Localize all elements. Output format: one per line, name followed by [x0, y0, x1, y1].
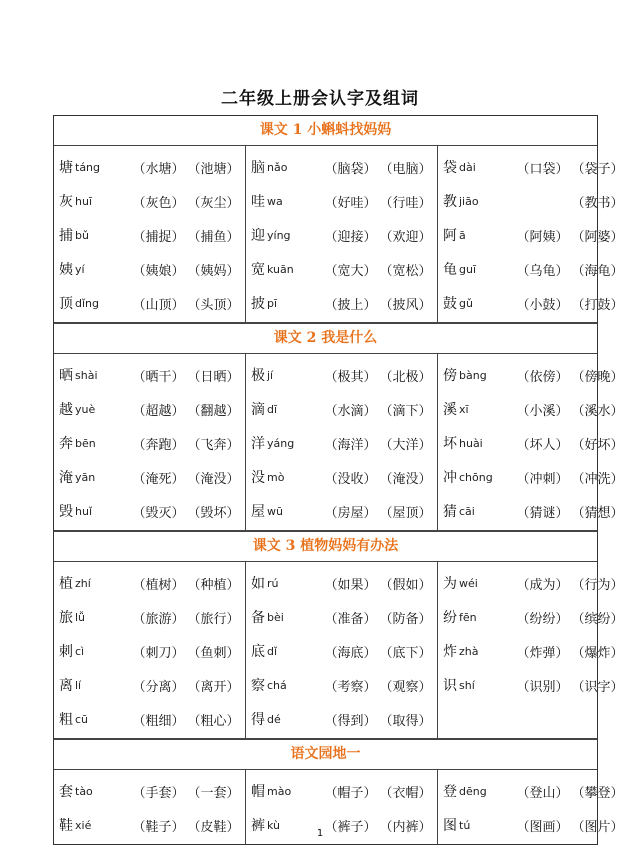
character: 识: [443, 678, 457, 694]
word-2: （一套）: [187, 785, 240, 801]
word-entry: [443, 668, 625, 702]
word-2: （旅行）: [187, 611, 240, 627]
word-entry: [59, 252, 241, 286]
pinyin: bǔ: [75, 228, 89, 242]
word-1: （海底）: [324, 645, 377, 661]
word-column: [54, 562, 245, 738]
word-entry: [251, 392, 433, 426]
word-entry: [251, 286, 433, 320]
word-entry: [251, 494, 433, 528]
character: 鞋: [59, 818, 73, 834]
word-column: [437, 354, 629, 530]
character: 顶: [59, 296, 73, 312]
pinyin: wū: [267, 504, 283, 518]
word-2: （北极）: [379, 369, 432, 385]
word-entry: [251, 218, 433, 252]
word-1: （房屋）: [324, 505, 377, 521]
word-entry: [443, 150, 625, 184]
character: 如: [251, 576, 265, 592]
word-entry: [443, 392, 625, 426]
word-entry: [443, 218, 625, 252]
word-1: （纷纷）: [516, 611, 569, 627]
word-entry: [59, 460, 241, 494]
word-1: （植树）: [132, 577, 185, 593]
character: 披: [251, 296, 265, 312]
word-2: （教书）: [571, 195, 624, 211]
word-2: （行为）: [571, 577, 624, 593]
word-2: （内裤）: [379, 819, 432, 835]
word-column: [54, 146, 245, 322]
word-1: （依傍）: [516, 369, 569, 385]
word-column: [437, 562, 629, 738]
pinyin: lǚ: [75, 610, 86, 624]
character: 刺: [59, 644, 73, 660]
pinyin: wa: [267, 194, 283, 208]
pinyin: gǔ: [459, 296, 473, 310]
word-1: （奔跑）: [132, 437, 185, 453]
character: 教: [443, 194, 457, 210]
word-1: （鞋子）: [132, 819, 185, 835]
word-entry: [59, 702, 241, 736]
pinyin: bàng: [459, 368, 487, 382]
word-2: （电脑）: [379, 161, 432, 177]
pinyin: chá: [267, 678, 287, 692]
character: 套: [59, 784, 73, 800]
word-2: （日晒）: [187, 369, 240, 385]
word-1: （灰色）: [132, 195, 185, 211]
word-1: （小溪）: [516, 403, 569, 419]
pinyin: xī: [459, 402, 469, 416]
pinyin: huài: [459, 436, 483, 450]
word-2: （离开）: [187, 679, 240, 695]
lesson-columns: [54, 562, 624, 739]
word-entry: [59, 774, 241, 808]
pinyin: huǐ: [75, 504, 92, 518]
lesson-section: [54, 324, 624, 532]
lesson-section: [54, 116, 624, 324]
word-entry: [443, 494, 625, 528]
lesson-heading: 课文 2 我是什么: [54, 324, 597, 354]
word-2: （攀登）: [571, 785, 624, 801]
pinyin: pī: [267, 296, 278, 310]
character: 粗: [59, 712, 73, 728]
word-2: （屋顶）: [379, 505, 432, 521]
word-1: （阿姨）: [516, 229, 569, 245]
pinyin: yuè: [75, 402, 96, 416]
word-2: （猜想）: [571, 505, 624, 521]
pinyin: tú: [459, 818, 471, 832]
word-2: （头顶）: [187, 297, 240, 313]
pinyin: cì: [75, 644, 85, 658]
character: 离: [59, 678, 73, 694]
pinyin: yí: [75, 262, 85, 276]
word-entry: [59, 184, 241, 218]
pinyin: yíng: [267, 228, 291, 242]
character: 傍: [443, 368, 457, 384]
word-2: （冲洗）: [571, 471, 624, 487]
pinyin: dī: [267, 402, 278, 416]
word-1: （小鼓）: [516, 297, 569, 313]
character: 旅: [59, 610, 73, 626]
word-entry: [443, 184, 625, 218]
word-2: （捕鱼）: [187, 229, 240, 245]
word-1: （坏人）: [516, 437, 569, 453]
word-2: （种植）: [187, 577, 240, 593]
word-1: （成为）: [516, 577, 569, 593]
word-2: （淹没）: [187, 471, 240, 487]
character: 没: [251, 470, 265, 486]
pinyin: tào: [75, 784, 93, 798]
word-entry: [443, 358, 625, 392]
word-entry: [251, 184, 433, 218]
word-2: （毁坏）: [187, 505, 240, 521]
word-2: （欢迎）: [379, 229, 432, 245]
character: 淹: [59, 470, 73, 486]
pinyin: jí: [267, 368, 274, 382]
character: 姨: [59, 262, 73, 278]
pinyin: chōng: [459, 470, 493, 484]
word-column: [437, 146, 629, 322]
word-entry: [59, 668, 241, 702]
character: 极: [251, 368, 265, 384]
word-1: （登山）: [516, 785, 569, 801]
pinyin: wéi: [459, 576, 478, 590]
word-entry: [59, 358, 241, 392]
word-2: （姨妈）: [187, 263, 240, 279]
word-entry: [251, 358, 433, 392]
character: 为: [443, 576, 457, 592]
pinyin: bèi: [267, 610, 284, 624]
pinyin: shài: [75, 368, 98, 382]
pinyin: yān: [75, 470, 96, 484]
character: 捕: [59, 228, 73, 244]
character: 迎: [251, 228, 265, 244]
character: 溪: [443, 402, 457, 418]
word-1: （极其）: [324, 369, 377, 385]
word-1: （好哇）: [324, 195, 377, 211]
word-1: （乌龟）: [516, 263, 569, 279]
word-2: （大洋）: [379, 437, 432, 453]
pinyin: kù: [267, 818, 281, 832]
word-1: （水塘）: [132, 161, 185, 177]
character: 裤: [251, 818, 265, 834]
word-entry: [59, 634, 241, 668]
word-entry: [443, 286, 625, 320]
pinyin: dǐ: [267, 644, 278, 658]
word-1: （图画）: [516, 819, 569, 835]
word-entry: [443, 460, 625, 494]
word-2: （阿婆）: [571, 229, 624, 245]
pinyin: cāi: [459, 504, 475, 518]
word-1: （粗细）: [132, 713, 185, 729]
character: 底: [251, 644, 265, 660]
pinyin: táng: [75, 160, 101, 174]
word-1: （没收）: [324, 471, 377, 487]
word-2: （图片）: [571, 819, 624, 835]
character: 龟: [443, 262, 457, 278]
word-entry: [443, 600, 625, 634]
lesson-heading: 课文 3 植物妈妈有办法: [54, 532, 597, 562]
word-2: （袋子）: [571, 161, 624, 177]
word-entry: [443, 634, 625, 668]
pinyin: dé: [267, 712, 281, 726]
character: 纷: [443, 610, 457, 626]
word-1: （晒干）: [132, 369, 185, 385]
word-2: （底下）: [379, 645, 432, 661]
character: 帽: [251, 784, 265, 800]
page-title: 二年级上册会认字及组词: [221, 89, 419, 109]
character: 奔: [59, 436, 73, 452]
word-2: （飞奔）: [187, 437, 240, 453]
character: 哇: [251, 194, 265, 210]
word-entry: [251, 566, 433, 600]
pinyin: dǐng: [75, 296, 99, 310]
word-entry: [251, 774, 433, 808]
lesson-heading: 课文 1 小蝌蚪找妈妈: [54, 116, 597, 146]
word-entry: [59, 286, 241, 320]
word-1: （宽大）: [324, 263, 377, 279]
word-1: （姨娘）: [132, 263, 185, 279]
word-2: （打鼓）: [571, 297, 624, 313]
character: 图: [443, 818, 457, 834]
word-2: （灰尘）: [187, 195, 240, 211]
word-2: （取得）: [379, 713, 432, 729]
pinyin: ā: [459, 228, 466, 242]
word-1: （分离）: [132, 679, 185, 695]
character: 鼓: [443, 296, 457, 312]
word-entry: [443, 426, 625, 460]
character: 植: [59, 576, 73, 592]
word-entry: [251, 426, 433, 460]
word-1: （裤子）: [324, 819, 377, 835]
word-2: （衣帽）: [379, 785, 432, 801]
word-2: （缤纷）: [571, 611, 624, 627]
character: 脑: [251, 160, 265, 176]
character: 炸: [443, 644, 457, 660]
word-entry: [59, 218, 241, 252]
pinyin: rú: [267, 576, 279, 590]
word-1: （识别）: [516, 679, 569, 695]
word-2: （海龟）: [571, 263, 624, 279]
word-2: （溪水）: [571, 403, 624, 419]
character: 得: [251, 712, 265, 728]
lesson-columns: [54, 146, 624, 323]
character: 灰: [59, 194, 73, 210]
word-entry: [443, 566, 625, 600]
pinyin: nǎo: [267, 160, 288, 174]
word-2: （傍晚）: [571, 369, 624, 385]
word-1: （口袋）: [516, 161, 569, 177]
word-1: （披上）: [324, 297, 377, 313]
character: 登: [443, 784, 457, 800]
word-1: （考察）: [324, 679, 377, 695]
word-2: （池塘）: [187, 161, 240, 177]
word-entry: [59, 150, 241, 184]
pinyin: jiāo: [459, 194, 479, 208]
word-2: （爆炸）: [571, 645, 624, 661]
word-2: （假如）: [379, 577, 432, 593]
pinyin: guī: [459, 262, 477, 276]
word-2: （鱼刺）: [187, 645, 240, 661]
pinyin: mò: [267, 470, 285, 484]
character: 备: [251, 610, 265, 626]
pinyin: yáng: [267, 436, 295, 450]
word-column: [245, 562, 437, 738]
pinyin: fēn: [459, 610, 477, 624]
word-2: （防备）: [379, 611, 432, 627]
vocabulary-table: [53, 115, 624, 845]
word-column: [54, 354, 245, 530]
word-entry: [443, 774, 625, 808]
word-entry: [251, 634, 433, 668]
word-entry: [59, 494, 241, 528]
pinyin: mào: [267, 784, 292, 798]
pinyin: lí: [75, 678, 82, 692]
word-entry: [59, 392, 241, 426]
word-1: （水滴）: [324, 403, 377, 419]
word-1: （捕捉）: [132, 229, 185, 245]
word-2: （披风）: [379, 297, 432, 313]
word-1: （刺刀）: [132, 645, 185, 661]
word-1: （迎接）: [324, 229, 377, 245]
word-1: （海洋）: [324, 437, 377, 453]
word-1: （淹死）: [132, 471, 185, 487]
word-entry: [443, 252, 625, 286]
word-1: （手套）: [132, 785, 185, 801]
pinyin: bēn: [75, 436, 96, 450]
word-entry: [59, 600, 241, 634]
character: 察: [251, 678, 265, 694]
word-entry: [59, 566, 241, 600]
word-2: （淹没）: [379, 471, 432, 487]
pinyin: dài: [459, 160, 476, 174]
pinyin: kuān: [267, 262, 294, 276]
character: 洋: [251, 436, 265, 452]
word-entry: [251, 600, 433, 634]
pinyin: cū: [75, 712, 89, 726]
word-entry: [251, 460, 433, 494]
pinyin: shí: [459, 678, 475, 692]
lesson-heading: 语文园地一: [54, 740, 597, 770]
character: 袋: [443, 160, 457, 176]
word-2: （翻越）: [187, 403, 240, 419]
word-2: （好坏）: [571, 437, 624, 453]
pinyin: xié: [75, 818, 92, 832]
word-entry: [251, 702, 433, 736]
character: 毁: [59, 504, 73, 520]
word-column: [245, 146, 437, 322]
character: 晒: [59, 368, 73, 384]
word-2: （宽松）: [379, 263, 432, 279]
character: 冲: [443, 470, 457, 486]
word-entry: [251, 668, 433, 702]
lesson-columns: [54, 354, 624, 531]
pinyin: dēng: [459, 784, 487, 798]
word-1: （得到）: [324, 713, 377, 729]
character: 宽: [251, 262, 265, 278]
word-2: （粗心）: [187, 713, 240, 729]
word-2: （皮鞋）: [187, 819, 240, 835]
character: 猜: [443, 504, 457, 520]
page-number: 1: [316, 828, 324, 839]
word-entry: [251, 150, 433, 184]
word-1: （超越）: [132, 403, 185, 419]
character: 屋: [251, 504, 265, 520]
word-1: （猜谜）: [516, 505, 569, 521]
pinyin: huī: [75, 194, 92, 208]
word-column: [245, 354, 437, 530]
character: 阿: [443, 228, 457, 244]
word-entry: [251, 252, 433, 286]
word-1: （准备）: [324, 611, 377, 627]
word-2: （识字）: [571, 679, 624, 695]
word-1: （脑袋）: [324, 161, 377, 177]
word-1: （炸弹）: [516, 645, 569, 661]
lesson-section: [54, 532, 624, 740]
character: 塘: [59, 160, 73, 176]
character: 坏: [443, 436, 457, 452]
pinyin: zhà: [459, 644, 479, 658]
word-1: （旅游）: [132, 611, 185, 627]
word-entry: [59, 426, 241, 460]
word-1: （如果）: [324, 577, 377, 593]
word-2: （行哇）: [379, 195, 432, 211]
character: 越: [59, 402, 73, 418]
word-1: （帽子）: [324, 785, 377, 801]
pinyin: zhí: [75, 576, 91, 590]
character: 滴: [251, 402, 265, 418]
word-1: （山顶）: [132, 297, 185, 313]
word-1: （冲刺）: [516, 471, 569, 487]
word-2: （滴下）: [379, 403, 432, 419]
word-1: （毁灭）: [132, 505, 185, 521]
word-2: （观察）: [379, 679, 432, 695]
